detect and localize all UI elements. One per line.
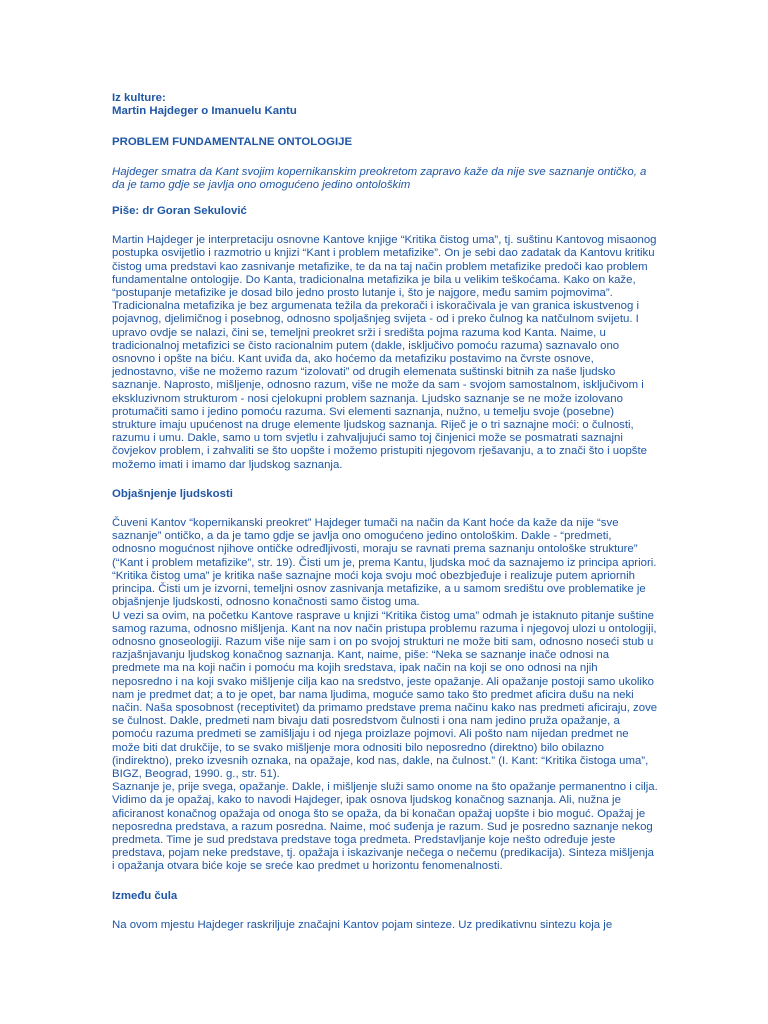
article-title: PROBLEM FUNDAMENTALNE ONTOLOGIJE bbox=[112, 136, 353, 149]
paragraph-3: Na ovom mjestu Hajdeger raskriljuje značajni Kantov pojam sinteze. Uz predikativnu sintezu koja je bbox=[112, 918, 613, 931]
paragraph-1: Martin Hajdeger je interpretaciju osnovne Kantove knjige “Kritika čistog uma”, tj. suštinu Kantovog misaonog postupka osvijetlio i razmotrio u knjizi “Kant i problem metafizike”. On je sebi dao zadatak da Kantovu kritiku čistog uma predstavi kao zasnivanje metafizike, te da na taj način problem metafizike predoči kao problem fundamentalne ontologije. Do Kanta, tradicionalna metafizika je bila u velikim teškoćama. Kako on kaže, “postupanje metafizike je dosad bilo jedno prosto lutanje i, što je najgore, među samim pojmovima”. Tradicionalna metafizika je bez argumenata težila da prekorači i iskoračivala je van granica iskustvenog i pojavnog, djelimičnog i posebnog, odnosno spoljašnjeg svijeta - od i preko čulnog ka natčulnom svijetu. I upravo ovdje se nalazi, čini se, temeljni preokret srži i središta pojma razuma kod Kanta. Naime, u tradicionalnoj metafizici se čisto racionalnim putem (dakle, isključivo pomoću razuma) saznavalo ono osnovno i opšte na biću. Kant uviđa da, ako hoćemo da metafiziku postavimo na čvrste osnove, jednostavno, više ne možemo razum “izolovati” od drugih elemenata suštinski bitnih za naše ljudsko saznanje. Naprosto, mišljenje, odnosno razum, više ne može da sam - svojom samostalnom, isključivom i ekskluzivnom strukturom - nosi cjelokupni problem saznanja. Ljudsko saznanje se ne može izolovano protumačiti samo i jedino pomoću razuma. Svi elementi saznanja, nužno, u temelju svoje (posebne) strukture imaju upućenost na druge elemente ljudskog saznanja. Riječ je o tri saznajne moći: o čulnosti, razumu i umu. Dakle, samo u tom svjetlu i zahvaljujući samo toj činjenici može se posmatrati saznajni čovjekov problem, i zahvaliti se što uopšte i možemo pristupiti njegovom rješavanju, a to znači što i uopšte možemo imati i imamo dar ljudskog saznanja. bbox=[112, 234, 657, 471]
lead-paragraph: Hajdeger smatra da Kant svojim kopernikanskim preokretom zapravo kaže da nije sve saznanje ontičko, a da je tamo gdje se javlja ono omogućeno jedino ontološkim bbox=[112, 165, 647, 191]
section-heading-3: Između čula bbox=[112, 889, 178, 902]
article bbox=[112, 92, 658, 932]
paragraph-2c: Saznanje je, prije svega, opažanje. Dakle, i mišljenje služi samo onome na što opažanje permanentno i cilja. Vidimo da je opažaj, kako to navodi Hajdeger, ipak osnova ljudskog konačnog saznanja. Ali, nužna je aficiranost konačnog opažaja od onoga što se opaža, da bi konačan opažaj uopšte i bio moguć. Opažaj je neposredna predstava, a razum posredna. Naime, moć suđenja je razum. Sud je posredno saznanje nekog predmeta. Time je sud predstava predstave toga predmeta. Predstavljanje koje nešto određuje jeste predstava, pojam neke predstave, tj. opažaja i iskazivanje nečega o nečemu (predikacija). Sinteza mišljenja i opažanja otvara biće koje se sreće kao predmet u horizontu fenomenalnosti. bbox=[112, 781, 658, 873]
kicker: Iz kulture: bbox=[112, 92, 166, 104]
section-heading-2: Objašnjenje ljudskosti bbox=[112, 487, 233, 500]
article-subtitle: Martin Hajdeger o Imanuelu Kantu bbox=[112, 105, 297, 118]
byline: Piše: dr Goran Sekulović bbox=[112, 205, 247, 218]
paragraph-2a: Čuveni Kantov “kopernikanski preokret” Hajdeger tumači na način da Kant hoće da kaže da nije “sve saznanje” ontičko, a da je tamo gdje se javlja ono omogućeno jedino ontološkim. Dakle - “predmeti, odnosno mogućnost njihove ontičke određljivosti, moraju se ravnati prema saznanju ontološke strukture” (“Kant i problem metafizike”, str. 19). Čisti um je, prema Kantu, ljudska moć da saznajemo iz principa apriori. “Kritika čistog uma” je kritika naše saznajne moći koja svoju moć obezbjeđuje i realizuje putem apriornih principa. Čisti um je izvorni, temeljni osnov zasnivanja metafizike, a u samom središtu ove problematike je objašnjenje ljudskosti, odnosno konačnosti samo čistog uma. bbox=[112, 517, 657, 609]
paragraph-2b: U vezi sa ovim, na početku Kantove rasprave u knjizi “Kritika čistog uma” odmah je istaknuto pitanje suštine samog razuma, odnosno mišljenja. Kant na nov način pristupa problemu razuma i njegovoj ulozi u ontologiji, odnosno gnoseologiji. Razum više nije sam i on po svojoj strukturi ne može biti sam, odnosno noseći stub u razjašnjavanju ljudskog konačnog saznanja. Kant, naime, piše: “Neka se saznanje inače odnosi na predmete ma na koji način i pomoću ma kojih sredstava, ipak način na koji se ono odnosi na njih neposredno i na koji svako mišljenje cilja kao na sredstvo, jeste opažanje. Ali opažanje postoji samo ukoliko nam je predmet dat; a to je opet, bar nama ljudima, moguće samo tako što predmet aficira dušu na neki način. Naša sposobnost (receptivitet) da primamo predstave prema načinu kako nas predmeti aficiraju, zove se čulnost. Dakle, predmeti nam bivaju dati posredstvom čulnosti i ona nam jedino pruža opažanje, a pomoću razuma predmeti se zamišljaju i od njega proizlaze pojmovi. Ali pošto nam nijedan predmet ne može biti dat drukčije, to se svako mišljenje mora odnositi bilo neposredno (direktno) bilo obilazno (indirektno), preko izvesnih oznaka, na opažaje, kod nas, dakle, na čulnost.” (I. Kant: “Kritika čistoga uma”, BIGZ, Beograd, 1990. g., str. 51). bbox=[112, 609, 658, 780]
